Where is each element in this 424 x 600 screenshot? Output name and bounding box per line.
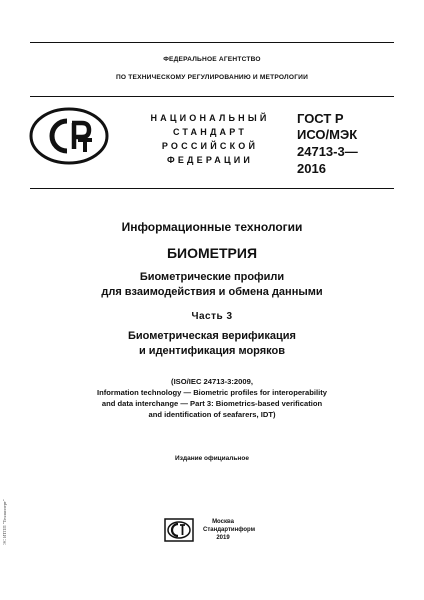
agency-line-1: ФЕДЕРАЛЬНОЕ АГЕНТСТВО bbox=[163, 56, 261, 63]
reference-line-2: Information technology — Biometric profiles for interoperability bbox=[97, 388, 327, 397]
standard-word-4: ФЕДЕРАЦИИ bbox=[166, 155, 254, 165]
standard-word-1: НАЦИОНАЛЬНЫЙ bbox=[150, 113, 270, 123]
body-rule bbox=[30, 188, 394, 189]
topic-title: Информационные технологии bbox=[121, 220, 303, 234]
designation-line-4: 2016 bbox=[297, 161, 326, 176]
agency-line-2: ПО ТЕХНИЧЕСКОМУ РЕГУЛИРОВАНИЮ И МЕТРОЛОГИИ bbox=[115, 74, 309, 81]
publisher-city: Москва bbox=[212, 519, 234, 525]
designation-line-3: 24713-3— bbox=[297, 144, 358, 159]
edition-label: Издание официальное bbox=[175, 455, 249, 462]
part-label: Часть 3 bbox=[191, 311, 233, 322]
publisher-name: Стандартинформ bbox=[203, 527, 256, 533]
main-title: БИОМЕТРИЯ bbox=[166, 245, 258, 261]
designation-line-2: ИСО/МЭК bbox=[297, 127, 358, 142]
gost-r-emblem-icon bbox=[28, 106, 110, 166]
publisher-block bbox=[203, 518, 256, 542]
watermark-text: ЭС ИТПП "Техэксперт" bbox=[2, 499, 7, 545]
standard-word-2: СТАНДАРТ bbox=[172, 127, 248, 137]
header-rule bbox=[30, 96, 394, 97]
subtitle-line-1: Биометрические профили bbox=[139, 271, 285, 283]
standard-word-3: РОССИЙСКОЙ bbox=[161, 141, 259, 151]
part-title-line-2: и идентификация моряков bbox=[138, 345, 286, 357]
publisher-year: 2019 bbox=[216, 535, 230, 541]
reference-line-4: and identification of seafarers, IDT) bbox=[148, 410, 276, 419]
standartinform-logo-icon bbox=[164, 518, 194, 542]
designation-line-1: ГОСТ Р bbox=[297, 111, 344, 126]
subtitle-line-2: для взаимодействия и обмена данными bbox=[101, 286, 323, 298]
top-rule bbox=[30, 42, 394, 43]
reference-line-3: and data interchange — Part 3: Biometrics-based verification bbox=[101, 399, 323, 408]
part-title-line-1: Биометрическая верификация bbox=[128, 330, 296, 342]
reference-line-1: (ISO/IEC 24713-3:2009, bbox=[171, 377, 253, 386]
